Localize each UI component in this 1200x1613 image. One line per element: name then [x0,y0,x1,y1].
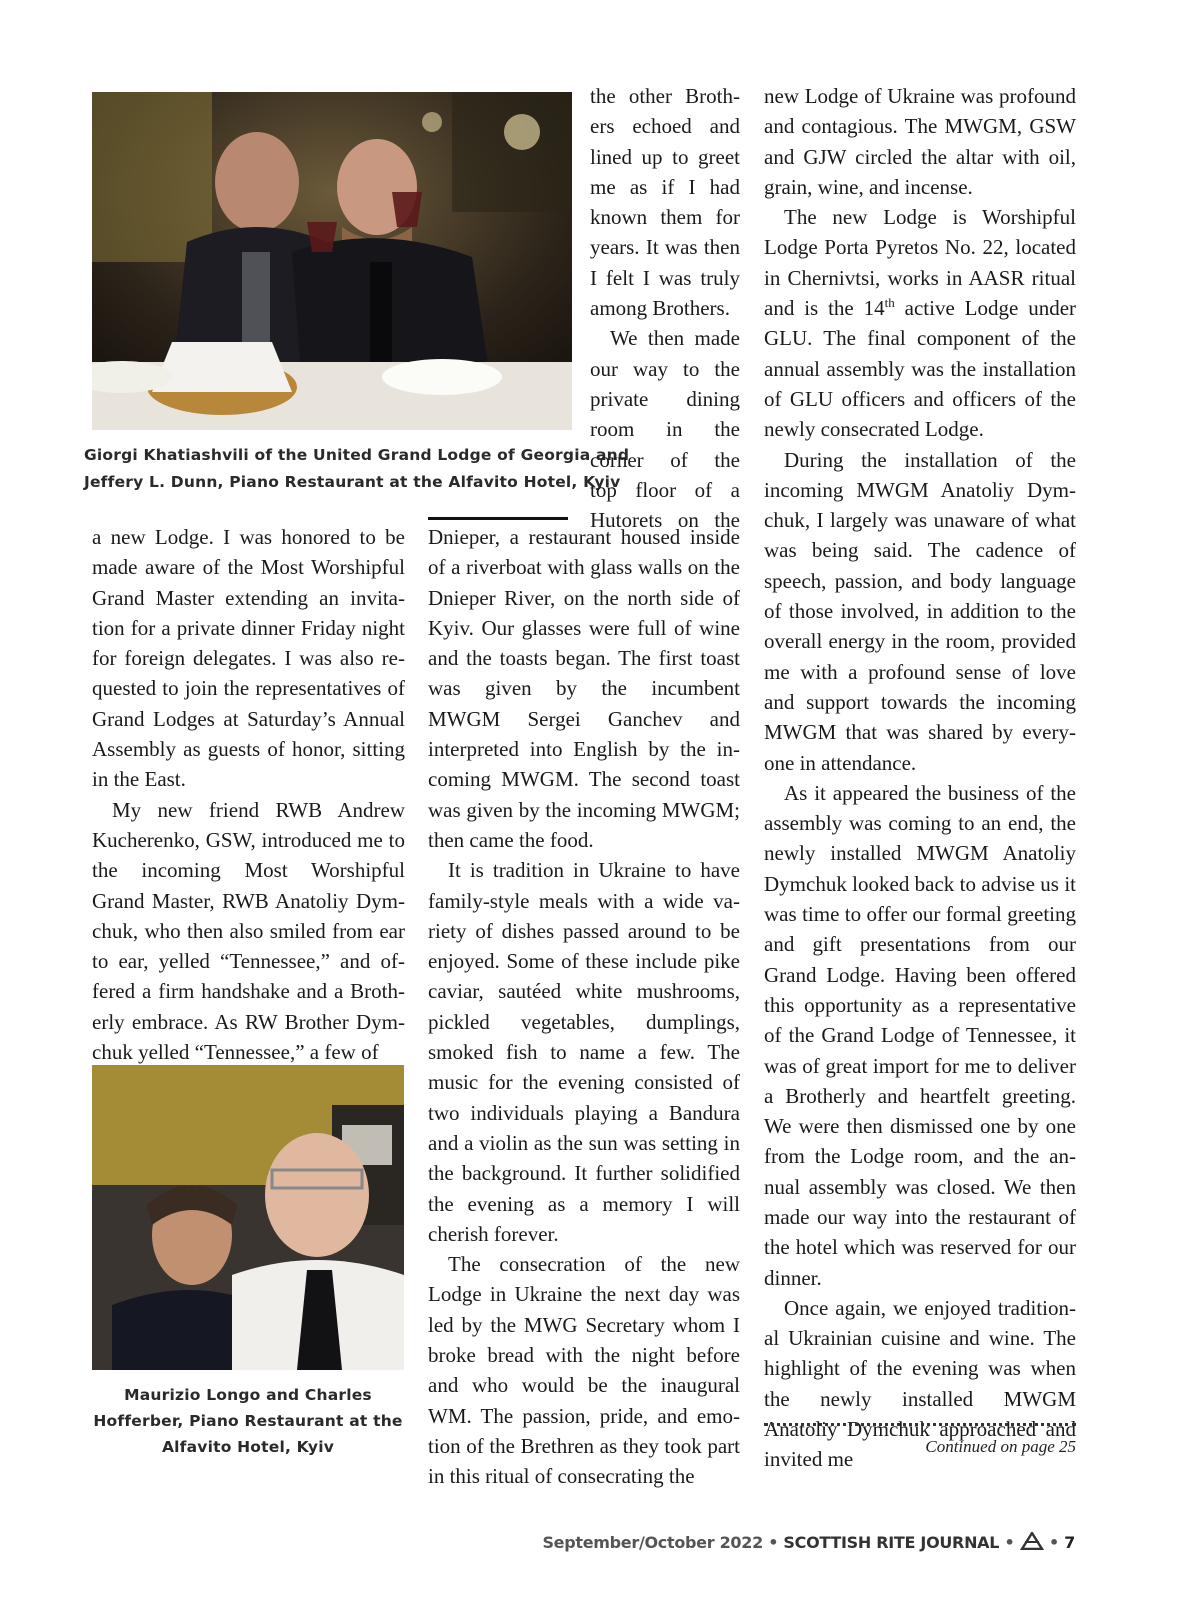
text-line: top floor of a [590,477,740,502]
column-middle-top [590,81,740,535]
text-line: the other Broth- [590,84,740,108]
page-number: 7 [1064,1533,1075,1552]
photo-portrait-caption: Maurizio Longo and Charles Hofferber, Piano Restaurant at the Alfavito Hotel, Kyiv [93,1386,403,1456]
continued-note: Continued on page 25 [925,1437,1076,1456]
text-line: Hutorets on the [590,508,740,533]
paragraph: The consecration of the new Lodge in Ukraine the next day was led by the MWG Secretary whom I broke bread with the night before and who would be the inaugural WM. The passion, pride, and emotion of the Brethren as they took part in this ritual of consecrating the [428,1252,740,1489]
text-line: corner of the [590,447,740,472]
paragraph: Once again, we enjoyed traditional Ukrainian cuisine and wine. The highlight of the evening was when the newly installed MWGM Anatoliy Dymchuk approached and invited me [764,1295,1076,1472]
double-eagle-logo-icon [1020,1532,1044,1550]
text-line: me as if I had [590,174,740,199]
photo-portrait-image [92,1065,404,1370]
paragraph: During the installation of the incoming MWGM Anatoliy Dymchuk, I largely was unaware of what was being said. The cadence of speech, passion, and body language of those involved, in addition to the overall energy in the room, provided me with a profound sense of love and support towards the incoming MWGM that was shared by everyone in attendance. [764,447,1076,775]
text-line: lined up to greet [590,144,740,169]
text-line: We then made [610,326,740,351]
photo-toast-image [92,92,572,430]
column-middle-top-lines [590,81,740,535]
dotted-rule [764,1423,1076,1426]
text-line: known them for [590,205,740,230]
paragraph: It is tradition in Ukraine to have family-style meals with a wide variety of dishes passed around to be enjoyed. Some of these include pike caviar, sautéed white mushrooms, pickled vegetables, dumplings, smoked fish to name a few. The music for the evening consisted of two individuals playing a Bandura and a violin as the sun was setting in the background. It further solidified the evening as a memory I will cherish forever. [428,858,740,1246]
photo-toast-caption: Giorgi Khatiashvili of the United Grand Lodge of Georgia and Jeffery L. Dunn, Piano Restaurant at the Alfavito Hotel, Kyiv [84,446,630,491]
paragraph: The new Lodge is Worshipful Lodge Porta Pyretos No. 22, located in Chernivtsi, works in AASR ritual and is the 14th active Lodge under GLU. The final component of the annual assembly was the installation of GLU officers and officers of the newly consecrated Lodge. [764,205,1077,442]
page-footer [542,1532,1075,1552]
paragraph: a new Lodge. I was honored to be made aware of the Most Worshipful Grand Master extending an invitation for a private dinner Friday night for foreign delegates. I was also requested to join the representatives of Grand Lodges at Saturday’s Annual Assembly as guests of honor, sitting in the East. [92,525,405,792]
caption-rule [428,517,568,520]
photo-portrait [92,1065,404,1370]
column-middle [428,522,740,1492]
footer-issue: September/October 2022 [542,1533,763,1552]
text-line: our way to the [590,356,740,381]
paragraph: As it appeared the business of the assembly was coming to an end, the newly installed MWGM Anatoliy Dymchuk looked back to advise us it was time to offer our formal greeting and gift presentations from our Grand Lodge. Having been offered this opportunity as a representative of the Grand Lodge of Tennessee, it was of great import for me to deliver a Brotherly and heartfelt greeting. We were then dismissed one by one from the Lodge room, and the annual assembly was closed. We then made our way into the restaurant of the hotel which was reserved for our dinner. [764,780,1076,1290]
footer-bullet: • [1004,1533,1015,1552]
footer-bullet: • [768,1533,779,1552]
column-right [764,81,1076,1475]
text-line: room in the [590,417,740,442]
paragraph: new Lodge of Ukraine was profound and contagious. The MWGM, GSW and GJW circled the altar with oil, grain, wine, and incense. [764,84,1076,199]
text-line: I felt I was truly [590,265,740,290]
paragraph: Dnieper, a restaurant housed inside of a riverboat with glass walls on the Dnieper River, on the north side of Kyiv. Our glasses were full of wine and the toasts began. The first toast was given by the incumbent MWGM Sergei Ganchev and interpreted into English by the incoming MWGM. The second toast was given by the incoming MWGM; then came the food. [428,525,740,852]
paragraph: My new friend RWB Andrew Kucherenko, GSW, introduced me to the incoming Most Worshipful Grand Master, RWB Anatoliy Dymchuk, who then also smiled from ear to ear, yelled “Tennessee,” and offered a firm handshake and a Brotherly embrace. As RW Brother Dymchuk yelled “Tennessee,” a few of [92,797,405,1065]
footer-journal: SCOTTISH RITE JOURNAL [783,1533,1000,1552]
column-left [92,522,405,1067]
photo-toast [92,92,572,430]
text-line: private dining [590,386,740,411]
text-line: among Brothers. [590,296,730,321]
text-line: ers echoed and [590,114,740,139]
text-line: years. It was then [590,235,740,260]
footer-bullet: • [1048,1533,1059,1552]
